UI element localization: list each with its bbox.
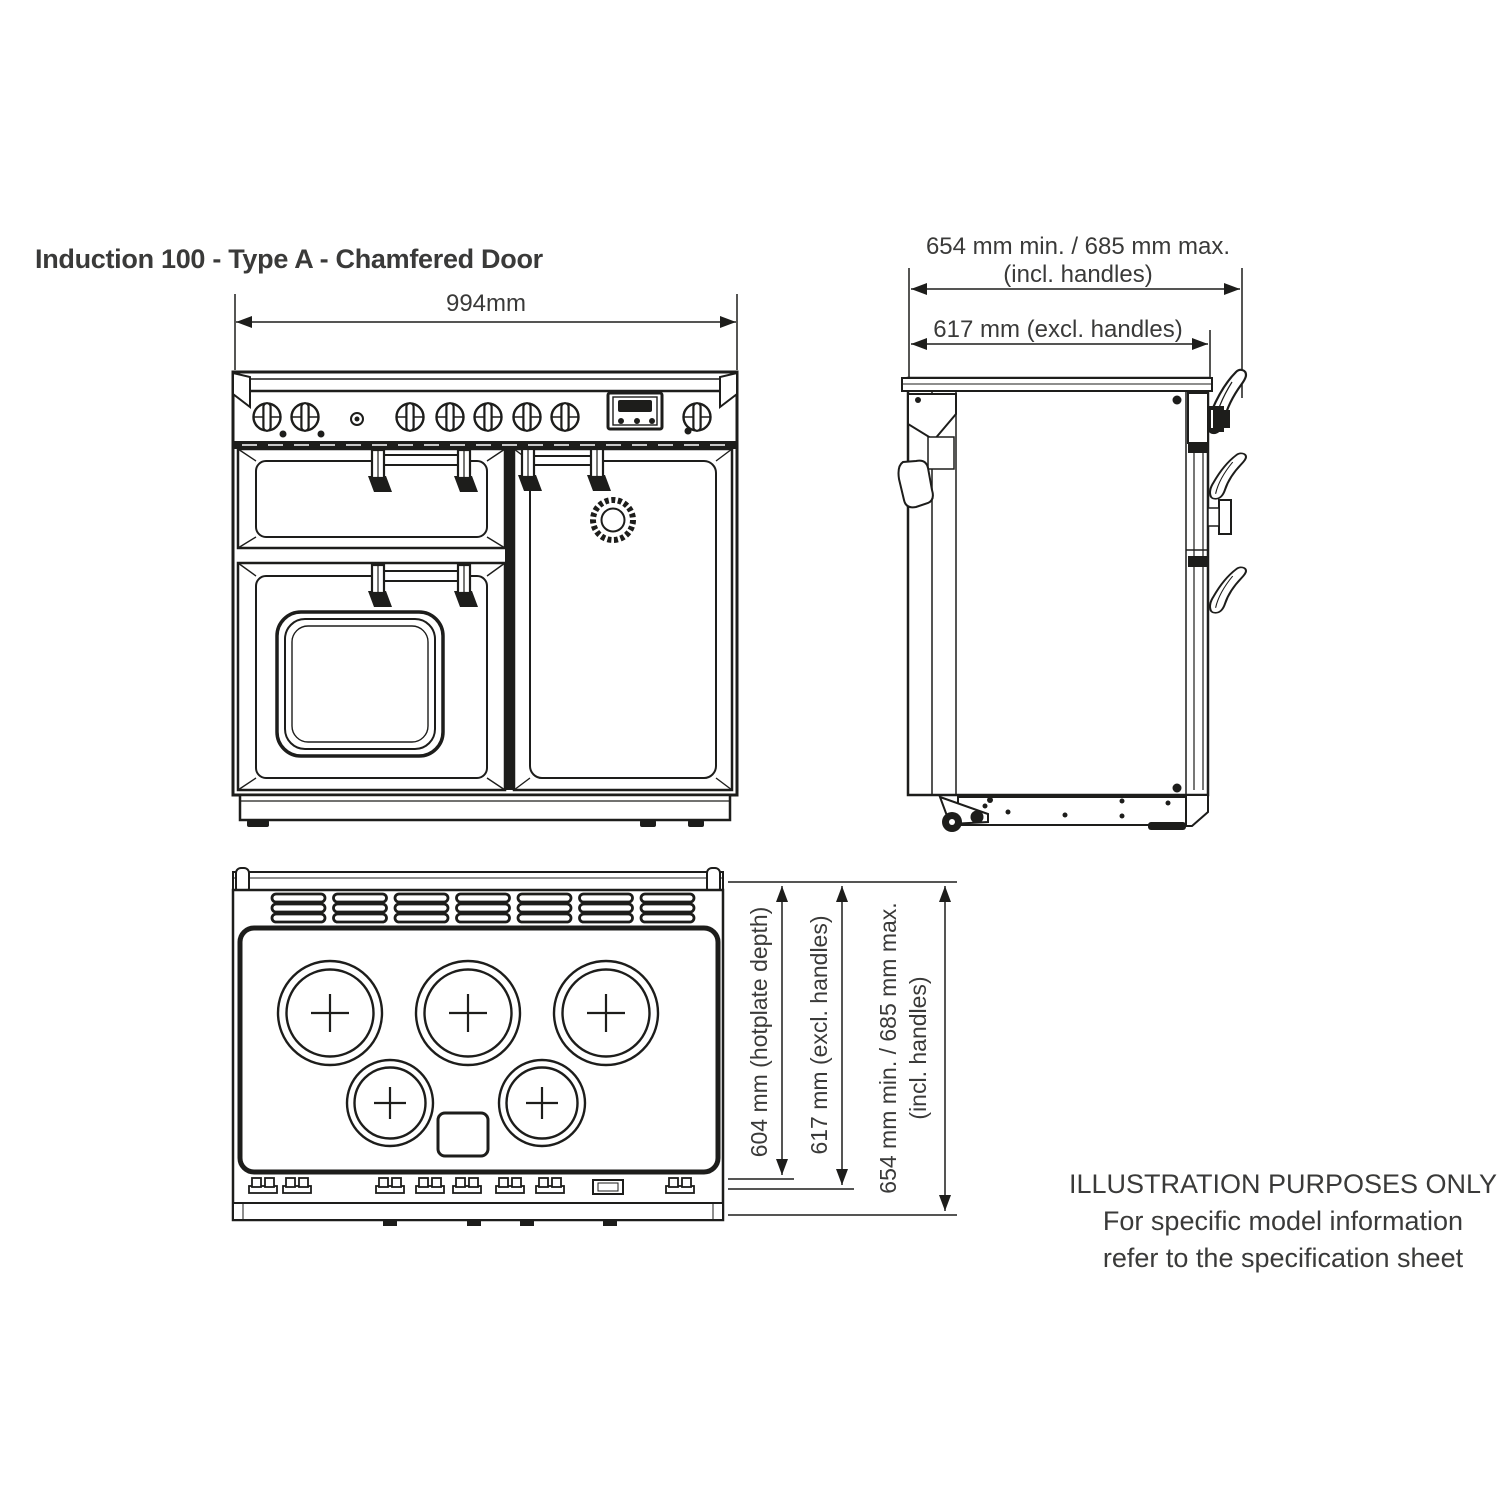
back-hook: [899, 461, 933, 508]
control-knob: [514, 403, 541, 431]
front-width-dimension-label: 994mm: [445, 290, 527, 317]
side-foot: [1148, 822, 1186, 830]
control-knob: [254, 403, 281, 431]
footer-note-line3: refer to the specification sheet: [1102, 1243, 1464, 1273]
screw-dot: [1173, 784, 1182, 793]
side-handle-middle: [1210, 453, 1246, 498]
side-handle-bottom: [1210, 567, 1246, 612]
top-back-rail: [233, 872, 723, 890]
display-button: [649, 418, 655, 424]
side-depth-incl-label-line2: (incl. handles): [1003, 261, 1153, 288]
right-door-handle-bar: [534, 456, 591, 465]
timer-display: [608, 393, 662, 429]
footer-note-line1: ILLUSTRATION PURPOSES ONLY: [1068, 1169, 1498, 1199]
foot: [640, 820, 656, 827]
control-knob: [475, 403, 502, 431]
arrowhead-left: [236, 316, 252, 328]
back-bracket: [928, 437, 954, 469]
foot-mark: [383, 1220, 397, 1226]
top-depth-incl-label-line1: 654 mm min. / 685 mm max.: [875, 902, 901, 1194]
side-depth-excl-label: 617 mm (excl. handles): [933, 316, 1183, 343]
top-depth-incl-label-line2: (incl. handles): [905, 976, 931, 1120]
foot-mark: [467, 1220, 481, 1226]
dim-width-994: [235, 290, 737, 370]
top-hotplate-depth-label: 604 mm (hotplate depth): [746, 906, 772, 1158]
side-control-panel: [1188, 393, 1208, 443]
control-knob: [397, 403, 424, 431]
plinth: [240, 795, 730, 827]
door-divider: [505, 449, 514, 790]
grill-door-handle-bar: [384, 455, 466, 465]
dim-top-hotplate-depth: [728, 886, 794, 1179]
oven-door-handle-bar: [384, 571, 466, 581]
foot-mark: [520, 1220, 534, 1226]
control-knob: [292, 403, 319, 431]
foot-mark: [603, 1220, 617, 1226]
panel-indicator-dot: [318, 431, 325, 438]
footer-note-line2: For specific model information: [1102, 1206, 1464, 1236]
side-base: [940, 795, 1208, 832]
side-view: [899, 233, 1247, 832]
foot: [247, 820, 269, 827]
arrowhead-right: [720, 316, 736, 328]
grill-door: [238, 449, 505, 548]
right-oven-door: [514, 449, 732, 790]
oven-window: [277, 612, 443, 756]
dim-side-excl-handles: [911, 316, 1210, 385]
control-knob: [437, 403, 464, 431]
top-plan-view: [233, 868, 957, 1226]
base-step: [1186, 795, 1208, 826]
wheel-pivot: [971, 811, 984, 824]
page-title: Induction 100 - Type A - Chamfered Door: [35, 244, 543, 274]
control-knob: [684, 403, 711, 431]
panel-indicator-dot: [280, 431, 287, 438]
side-handle-bracket: [1219, 500, 1231, 534]
display-button: [618, 418, 624, 424]
display-button: [634, 418, 640, 424]
control-knob: [552, 403, 579, 431]
front-view: [233, 290, 737, 827]
display-screen: [618, 400, 652, 412]
screw-dot: [915, 397, 921, 403]
side-depth-incl-label-line1: 654 mm min. / 685 mm max.: [925, 233, 1231, 260]
top-front-rail: [233, 1203, 723, 1220]
footer-note: [1069, 1169, 1497, 1273]
vent-slots: [272, 894, 694, 922]
hotplate-control-window: [438, 1113, 488, 1156]
top-depth-excl-label: 617 mm (excl. handles): [806, 915, 832, 1155]
foot: [688, 820, 704, 827]
screw-dot: [1173, 396, 1182, 405]
main-oven-door: [238, 563, 505, 790]
